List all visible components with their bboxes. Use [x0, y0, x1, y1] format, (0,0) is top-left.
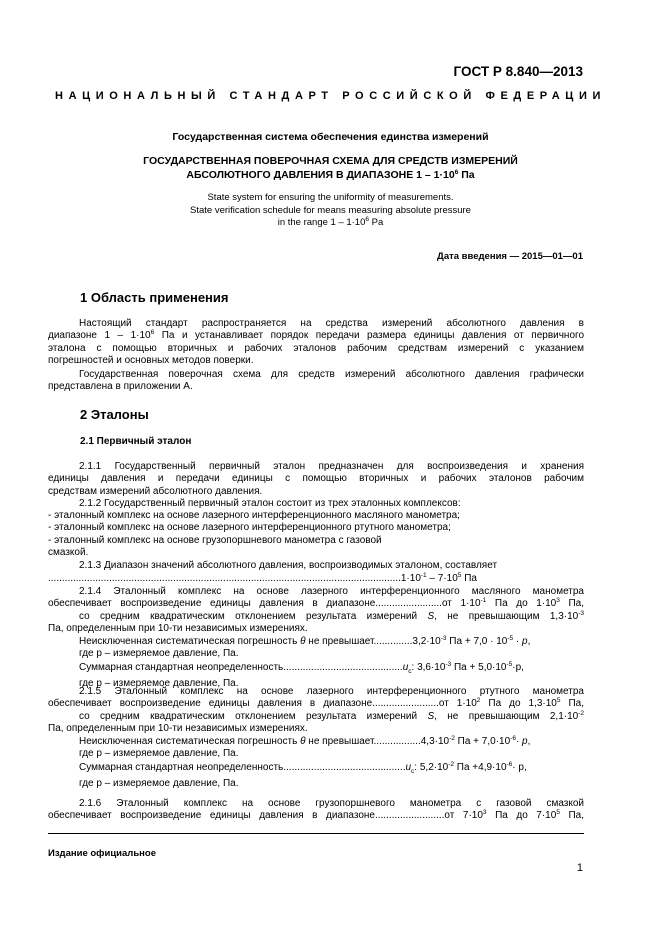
list-item: - эталонный комплекс на основе лазерного интерференционного масляного манометра; [48, 510, 460, 521]
english-title-line-3: in the range $1 - 1\cdot 10^6$ Pa [277, 216, 384, 228]
title-line-2: АБСОЛЮТНОГО ДАВЛЕНИЯ В ДИАПАЗОНЕ $1 - 1\cdot 10^6$ Па [186, 169, 475, 181]
system-title: Государственная система обеспечения единства измерений [172, 131, 489, 143]
footer-divider [48, 833, 584, 834]
clause-2-1-4: 2.1.4 Эталонный комплекс на основе лазерного интерференционного масляного манометра обеспечивает воспроизведение единицы давления в диапазоне........................от $1\cdot 10^{-1}$ Па до $1\cdot 10^3$ Па, со средним квадратическим отклонением результата измерений S, не превышающим $1,3\cdot 10^{-3}$ Па, определенным при 10-ти независимых измерениях. [48, 586, 585, 635]
clause-2-1-1: 2.1.1 Государственный первичный эталон предназначен для воспроизведения и хранения единицы давления и передачи единицы с помощью вторичных и рабочих эталонов рабочим средствам измерений абсолютного давления. [48, 461, 584, 497]
list-item: - эталонный комплекс на основе лазерного интерференционного ртутного манометра; [48, 522, 451, 534]
clause-2-1-3: 2.1.3 Диапазон значений абсолютного давления, воспроизводимых эталоном, составляет [79, 560, 498, 571]
section-1-heading: 1 Область применения [80, 290, 229, 305]
english-title [0, 192, 661, 230]
clause-2-1-4-details: Неисключенная систематическая погрешность θ не $превышает..............3,2\cdot 10^{-3}$ Па + $7,0 \cdot 10^{-5} \cdot р$, где р – измеряемое давление, Па. Суммарная стандартная $неопределенность...........................................u_c$: $3,6\cdot 10^{-3}$ Па + $5,0\cdot 10^{-5}\cdot р$, где р – измеряемое давление, Па. [79, 635, 531, 690]
introduction-date: Дата введения — 2015—01—01 [437, 251, 583, 262]
document-title [0, 154, 661, 182]
clause-2-1-2-list [48, 510, 460, 560]
clause-2-1-6: 2.1.6 Эталонный комплекс на основе грузопоршневого манометра с газовой смазкой обеспечивает воспроизведение единицы давления в диапазоне.........................от $7\cdot 10^3$ Па до $7\cdot 10^5$ Па, [48, 798, 585, 822]
national-standard-heading: НАЦИОНАЛЬНЫЙ СТАНДАРТ РОССИЙСКОЙ ФЕДЕРАЦИИ [55, 90, 606, 102]
section-1-paragraph-1: Настоящий стандарт распространяется на средства измерений абсолютного давления в диапазоне $1 - 1\cdot 10^6$ Па и устанавливает порядок передачи размера единицы давления от первичного эталона с помощью вторичных и рабочих эталонов рабочим средствам измерений с указанием погрешностей и основных методов поверки. [48, 318, 584, 367]
clause-2-1-3-value: ........................................................................................................................$.......1\cdot 10^{-1} - 7\cdot 10^5$ Па [48, 572, 477, 584]
section-2-heading: 2 Эталоны [80, 407, 149, 422]
english-title-line-2: State verification schedule for means measuring absolute pressure [190, 204, 471, 216]
subsection-2-1-heading: 2.1 Первичный эталон [80, 436, 192, 447]
list-item: смазкой. [48, 547, 89, 559]
clause-2-1-5-details: Неисключенная систематическая погрешность θ не $превышает.................4,3\cdot 10^{-2}$ Па + $7,0\cdot 10^{-6}\cdot р$, где р – измеряемое давление, Па. Суммарная стандартная $неопределенность............................................u_c$: $5,2\cdot 10^{-2}$ Па $+4,9\cdot 10^{-6}\cdot р$, где р – измеряемое давление, Па. [79, 735, 531, 790]
edition-note: Издание официальное [48, 848, 156, 859]
clause-2-1-2: 2.1.2 Государственный первичный эталон состоит из трех эталонных комплексов: [79, 498, 461, 509]
english-title-line-1: State system for ensuring the uniformity of measurements. [207, 192, 454, 203]
page-number: 1 [576, 862, 583, 874]
clause-2-1-5: 2.1.5 Эталонный комплекс на основе лазерного интерференционного ртутного манометра обеспечивает воспроизведение единицы давления в диапазоне........................от $1\cdot 10^2$ Па до $1,3\cdot 10^5$ Па, со средним квадратическим отклонением результата измерений S, не превышающим $2,1\cdot 10^{-2}$ Па, определенным при 10-ти независимых измерениях. [48, 686, 585, 735]
title-line-1: ГОСУДАРСТВЕННАЯ ПОВЕРОЧНАЯ СХЕМА ДЛЯ СРЕДСТВ ИЗМЕРЕНИЙ [143, 155, 518, 167]
list-item: - эталонный комплекс на основе грузопоршневого манометра с газовой [48, 534, 382, 546]
standard-number: ГОСТ Р 8.840—2013 [453, 64, 583, 79]
section-1-paragraph-2: Государственная поверочная схема для средств измерений абсолютного давления графически представлена в приложении А. [48, 369, 584, 393]
